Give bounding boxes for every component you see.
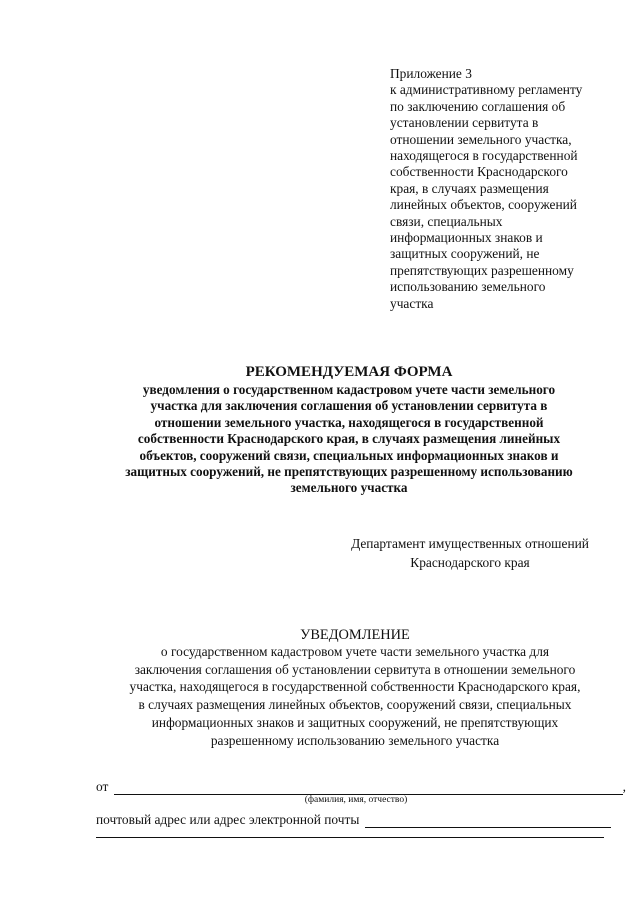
recommended-form-heading <box>60 363 638 497</box>
annex-line: к административному регламенту <box>390 82 583 98</box>
annex-line: собственности Краснодарского <box>390 164 568 180</box>
annex-line: связи, специальных <box>390 213 503 229</box>
annex-line: препятствующих разрешенному <box>390 262 574 278</box>
annex-line: Приложение 3 <box>390 66 472 81</box>
form-subtitle-line: земельного участка <box>290 480 408 496</box>
department-line: Департамент имущественных отношений <box>351 536 589 551</box>
form-subtitle-line: уведомления о государственном кадастровом учете части земельного <box>142 382 556 397</box>
from-field-row <box>96 779 626 795</box>
form-subtitle-line: собственности Краснодарского края, в случаях размещения линейных <box>137 431 561 447</box>
notice-line: в случаях размещения линейных объектов, сооружений связи, специальных <box>138 697 572 713</box>
department-line: Краснодарского края <box>410 555 530 570</box>
annex-line: участка <box>390 295 434 311</box>
from-trailing-comma: , <box>622 779 626 794</box>
annex-line: установлении сервитута в <box>390 115 539 131</box>
form-title: РЕКОМЕНДУЕМАЯ ФОРМА <box>245 364 453 380</box>
notice-heading <box>60 626 639 749</box>
notice-line: разрешенному использованию земельного участка <box>210 732 500 748</box>
form-subtitle-line: отношении земельного участка, находящегося в государственной <box>154 414 544 430</box>
form-subtitle-line: объектов, сооружений связи, специальных информационных знаков и <box>139 447 559 463</box>
form-subtitle-line: защитных сооружений, не препятствующих разрешенному использованию <box>125 464 573 480</box>
annex-line: линейных объектов, сооружений <box>390 197 577 213</box>
annex-line: по заключению соглашения об <box>390 98 566 114</box>
notice-line: заключения соглашения об установлении сервитута в отношении земельного <box>134 661 576 677</box>
notice-line: участка, находящегося в государственной собственности Краснодарского края, <box>129 679 581 695</box>
annex-line: края, в случаях размещения <box>390 180 549 196</box>
annex-header <box>390 66 630 312</box>
notice-title: УВЕДОМЛЕНИЕ <box>300 627 410 643</box>
address-continuation-blank[interactable] <box>96 837 604 838</box>
from-caption: (фамилия, имя, отчество) <box>304 795 408 805</box>
from-name-blank[interactable] <box>114 780 622 795</box>
annex-line: использованию земельного <box>390 279 546 295</box>
notice-line: информационных знаков и защитных сооружений, не препятствующих <box>151 714 559 730</box>
annex-line: находящегося в государственной <box>390 148 578 164</box>
annex-line: защитных сооружений, не <box>390 246 540 262</box>
address-field-row <box>96 812 611 828</box>
address-label: почтовый адрес или адрес электронной почты <box>96 812 360 827</box>
annex-line: отношении земельного участка, <box>390 131 572 147</box>
address-blank[interactable] <box>365 813 611 828</box>
notice-line: о государственном кадастровом учете части земельного участка для <box>160 644 550 659</box>
form-subtitle-line: участка для заключения соглашения об установлении сервитута в <box>150 398 548 414</box>
annex-line: информационных знаков и <box>390 230 543 246</box>
addressee-department <box>330 534 610 572</box>
from-label: от <box>96 779 109 794</box>
